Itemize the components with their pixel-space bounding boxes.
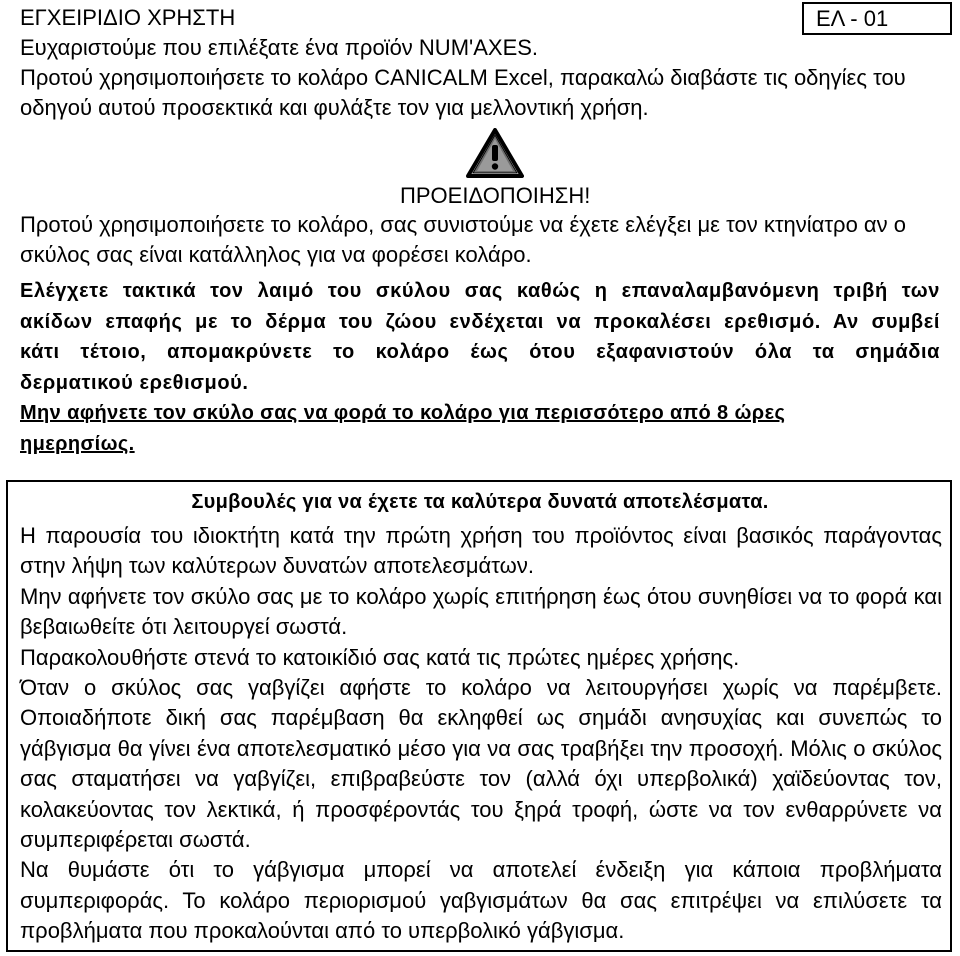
document-code-box: ΕΛ - 01: [802, 2, 952, 35]
tips-paragraph-2: Μην αφήνετε τον σκύλο σας με το κολάρο χωρίς επιτήρηση έως ότου συνηθίσει να το φορά και βεβαιωθείτε ότι λειτουργεί σωστά.: [20, 583, 942, 640]
tips-body: [20, 521, 942, 947]
warning-check-line3: κάτι τέτοιο, απομακρύνετε το κολάρο έως ότου εξαφανιστούν όλα τα σημάδια: [20, 341, 940, 363]
intro-thanks: Ευχαριστούμε που επιλέξατε ένα προϊόν NUM'AXES.: [20, 35, 539, 60]
warning-limit-line1: Μην αφήνετε τον σκύλο σας να φορά το κολάρο για περισσότερο από 8 ώρες: [20, 402, 786, 424]
tips-paragraph-5: Να θυμάστε ότι το γάβγισμα μπορεί να αποτελεί ένδειξη για κάποια προβλήματα συμπεριφοράς. Το κολάρο περιορισμού γαβγισμάτων θα σας επιτρέψει να επιλύσετε τα προβλήματα που προκαλούνται από το υπερβολικό γάβγισμα.: [20, 857, 942, 944]
warning-check-line2: ακίδων επαφής με το δέρμα του ζώου ενδέχεται να προκαλέσει ερεθισμό. Αν συμβεί: [20, 310, 940, 333]
warning-title: ΠΡΟΕΙΔΟΠΟΙΗΣΗ!: [400, 183, 591, 208]
intro-section: [20, 33, 950, 123]
tips-paragraph-4: Όταν ο σκύλος σας γαβγίζει αφήστε το κολάρο να λειτουργήσει χωρίς να παρέμβετε. Οποιαδήποτε δική σας παρέμβαση θα εκληφθεί ως σημάδι ανησυχίας και συνεπώς το γάβγισμα θα γίνει ένα αποτελεσματικό μέσο για να σας τραβήξει την προσοχή. Μόλις ο σκύλος σας σταματήσει να γαβγίζει, επιβραβεύστε τον (αλλά όχι υπερβολικά) χαϊδεύοντας τον, κολακεύοντας τον λεκτικά, ή προσφέροντάς του ξηρά τροφή, ώστε να τον ενθαρρύνετε να συμπεριφέρεται σωστά.: [20, 675, 942, 853]
warning-time-limit: [20, 398, 940, 460]
document-title: ΕΓΧΕΙΡΙΔΙΟ ΧΡΗΣΤΗ: [20, 5, 236, 30]
warning-triangle-icon: [466, 128, 524, 178]
warning-check-line1: Ελέγχετε τακτικά τον λαιμό του σκύλου σας καθώς η επαναλαμβανόμενη τριβή των: [20, 280, 940, 302]
warning-vet-line1: Προτού χρησιμοποιήσετε το κολάρο, σας συνιστούμε να έχετε ελέγξει με τον κτηνίατρο αν ο: [20, 212, 906, 237]
warning-limit-line2: ημερησίως.: [20, 433, 135, 455]
warning-check-line4: δερματικού ερεθισμού.: [20, 371, 249, 394]
warning-vet-advice: [20, 210, 940, 270]
warning-neck-check: [20, 276, 940, 398]
tips-paragraph-1: Η παρουσία του ιδιοκτήτη κατά την πρώτη χρήση του προϊόντος είναι βασικός παράγοντας στην λήψη των καλύτερων δυνατών αποτελεσμάτων.: [20, 523, 942, 579]
intro-instructions-line1: Προτού χρησιμοποιήσετε το κολάρο CANICALM Excel, παρακαλώ διαβάστε τις οδηγίες του: [20, 65, 906, 90]
intro-instructions-line2: οδηγού αυτού προσεκτικά και φυλάξτε τον για μελλοντική χρήση.: [20, 95, 649, 120]
warning-vet-line2: σκύλος σας είναι κατάλληλος για να φορέσει κολάρο.: [20, 242, 532, 267]
tips-title: Συμβουλές για να έχετε τα καλύτερα δυνατά αποτελέσματα.: [191, 491, 769, 513]
tips-paragraph-3: Παρακολουθήστε στενά το κατοικίδιό σας κατά τις πρώτες ημέρες χρήσης.: [20, 644, 740, 670]
